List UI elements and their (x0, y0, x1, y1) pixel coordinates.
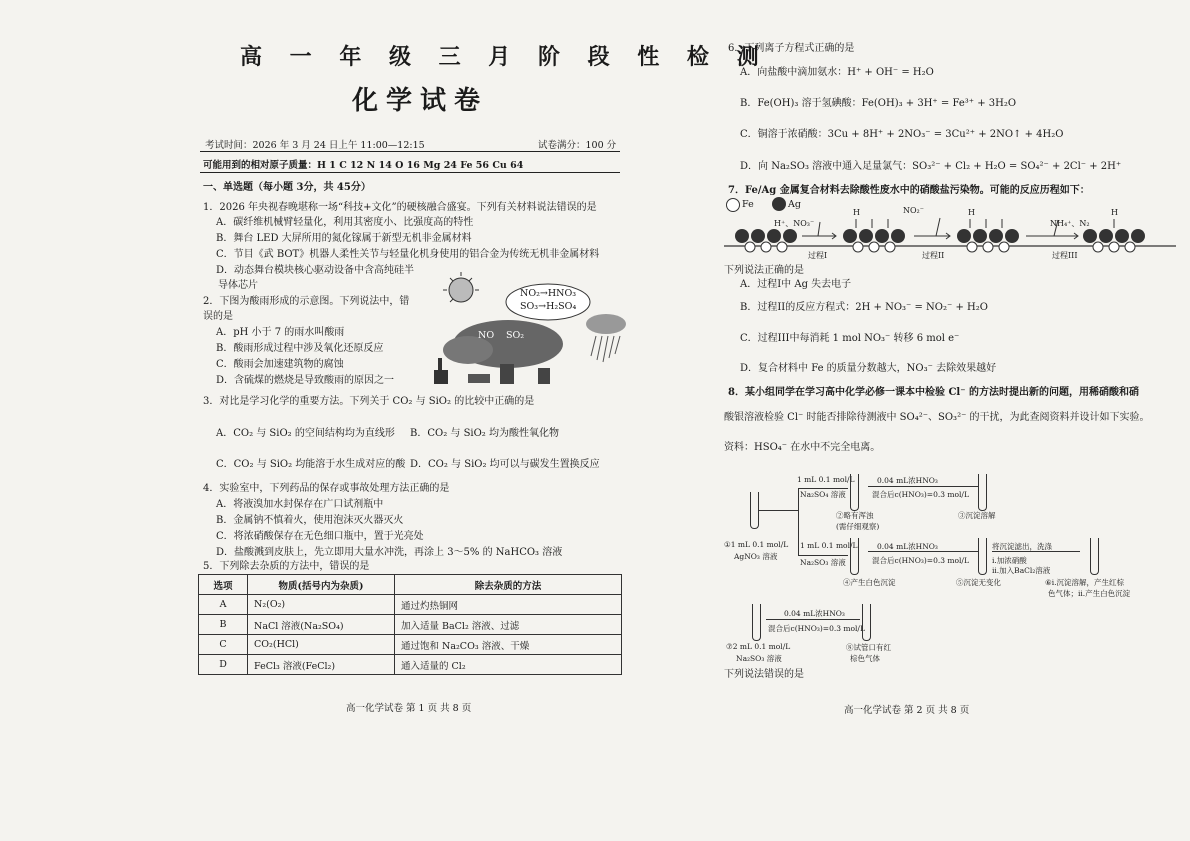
q1-option-d: D．动态舞台模块核心驱动设备中含高纯硅半 (216, 265, 415, 276)
exp-result-5: ⑤沉淀无变化 (956, 578, 1001, 587)
test-tube-icon (978, 538, 987, 575)
step-label-1: 过程I (808, 251, 828, 260)
table-row (199, 635, 622, 655)
q4-option-d: D．盐酸溅到皮肤上，先立即用大量水冲洗，再涂上 3～5% 的 NaHCO₃ 溶液 (216, 547, 563, 558)
question-5: 5．下列除去杂质的方法中，错误的是 (203, 561, 370, 572)
q4-option-b: B．金属钠不慎着火，使用泡沫灭火器灭火 (216, 515, 404, 526)
exp-mix-1: 混合后c(HNO₃)=0.3 mol/L (872, 490, 969, 499)
exp-result-3: ③沉淀溶解 (958, 511, 996, 520)
question-6: 6．下列离子方程式正确的是 (728, 43, 855, 54)
ag-legend-icon (772, 197, 786, 211)
truck-icon (468, 374, 490, 383)
exp-agno3: ①1 mL 0.1 mol/L (724, 540, 789, 549)
exp-result-8: ⑧试管口有红 (846, 643, 891, 652)
exam-subtitle: 化学试卷 (352, 86, 489, 116)
section-title: 一、单选题（每小题 3分，共 45分） (203, 182, 371, 193)
fig-label-no: NO (478, 330, 495, 341)
exp-result-8b: 棕色气体 (850, 654, 880, 663)
q6-option-a: A．向盐酸中滴加氨水：H⁺ + OH⁻ = H₂O (740, 67, 934, 78)
q6-option-d: D．向 Na₂SO₃ 溶液中通入足量氯气：SO₃²⁻ + Cl₂ + H₂O = SO₄²⁻ + 2Cl⁻ + 2H⁺ (740, 161, 1122, 172)
test-tube-icon (862, 604, 871, 641)
exp-reagent-2b: Na₂SO₃ 溶液 (800, 558, 846, 567)
table-cell: 通过饱和 Na₂CO₃ 溶液、干燥 (395, 635, 622, 655)
question-8: 8．某小组同学在学习高中化学必修一课本中检验 Cl⁻ 的方法时提出新的问题，用稀硝酸和硝 (728, 387, 1139, 398)
table-header-cell: 除去杂质的方法 (395, 575, 622, 595)
label-h: H (968, 208, 975, 217)
q7-option-d: D．复合材料中 Fe 的质量分数越大，NO₃⁻ 去除效果越好 (740, 363, 997, 374)
q8-info: 资料：HSO₄⁻ 在水中不完全电离。 (724, 442, 881, 453)
exp-wash: 将沉淀滤出，洗涤 (992, 542, 1052, 551)
building-icon (500, 364, 514, 384)
header-divider (200, 151, 620, 152)
exp-result-6: ⑥i.沉淀溶解，产生红棕 (1045, 578, 1125, 587)
exp-wash-ii: ii.加入BaCl₂溶液 (992, 566, 1051, 575)
test-tube-icon (978, 474, 987, 511)
q4-option-a: A．将液溴加水封保存在广口试剂瓶中 (216, 499, 384, 510)
q3-option-d: D．CO₂ 与 SiO₂ 均可以与碳发生置换反应 (410, 459, 600, 470)
q5-table (198, 574, 622, 675)
table-cell: A (199, 595, 248, 615)
fe-legend-icon (726, 198, 740, 212)
page-footer-1: 高一化学试卷 第 1 页 共 8 页 (346, 703, 472, 714)
exp-hno3-2: 0.04 mL浓HNO₃ (877, 542, 938, 551)
step-label-2: 过程II (922, 251, 945, 260)
factory-icon (434, 370, 448, 384)
label-h-no3: H⁺、NO₃⁻ (774, 219, 815, 228)
exp-reagent-2: 1 mL 0.1 mol/L (800, 541, 858, 550)
table-row (199, 615, 622, 635)
exp-result-2: ②略有浑浊 (836, 511, 874, 520)
exp-result-7: ⑦2 mL 0.1 mol/L (726, 642, 791, 651)
exp-reagent-1b: Na₂SO₄ 溶液 (800, 490, 846, 499)
table-cell: 通入适量的 Cl₂ (395, 655, 622, 675)
q3-option-a: A．CO₂ 与 SiO₂ 的空间结构均为直线形 (216, 428, 395, 439)
question-7: 7．Fe/Ag 金属复合材料去除酸性废水中的硝酸盐污染物。可能的反应历程如下： (728, 185, 1090, 196)
question-1: 1．2026 年央视春晚堪称一场“科技+文化”的硬核融合盛宴。下列有关材料说法错误的是 (203, 202, 597, 213)
table-cell: NaCl 溶液(Na₂SO₄) (248, 615, 395, 635)
table-cell: 加入适量 BaCl₂ 溶液、过滤 (395, 615, 622, 635)
table-cell: B (199, 615, 248, 635)
fig-label-no2: NO₂→HNO₃ (520, 288, 577, 299)
page-footer-2: 高一化学试卷 第 2 页 共 8 页 (844, 705, 970, 716)
question-8-cont: 酸银溶液检验 Cl⁻ 时能否排除待测液中 SO₄²⁻、SO₃²⁻ 的干扰，为此查阅资料并设计如下实验。 (724, 412, 1150, 423)
exp-mix-3: 混合后c(HNO₃)=0.3 mol/L (768, 624, 865, 633)
table-row (199, 655, 622, 675)
legend-ag-label: Ag (788, 199, 801, 210)
exp-hno3-1: 0.04 mL浓HNO₃ (877, 476, 938, 485)
table-header-cell: 选项 (199, 575, 248, 595)
test-tube-icon (1090, 538, 1099, 575)
q6-option-b: B．Fe(OH)₃ 溶于氢碘酸：Fe(OH)₃ + 3H⁺ = Fe³⁺ + 3H₂O (740, 98, 1017, 109)
q2-option-a: A．pH 小于 7 的雨水叫酸雨 (216, 327, 345, 338)
table-row (199, 595, 622, 615)
test-tube-icon (850, 538, 859, 575)
q7-option-c: C．过程III中每消耗 1 mol NO₃⁻ 转移 6 mol e⁻ (740, 333, 960, 344)
header-divider-2 (200, 172, 620, 173)
q1-option-b: B．舞台 LED 大屏所用的氮化镓属于新型无机非金属材料 (216, 233, 472, 244)
step-label-3: 过程III (1052, 251, 1078, 260)
exp-reagent-1: 1 mL 0.1 mol/L (797, 475, 855, 484)
table-cell: N₂(O₂) (248, 595, 395, 615)
exam-title: 高 一 年 级 三 月 阶 段 性 检 测 (240, 44, 769, 70)
exam-page-2 (600, 0, 1190, 841)
q2-option-c: C．酸雨会加速建筑物的腐蚀 (216, 359, 344, 370)
q2-option-b: B．酸雨形成过程中涉及氧化还原反应 (216, 343, 384, 354)
q4-option-c: C．将浓硝酸保存在无色细口瓶中，置于光亮处 (216, 531, 424, 542)
table-cell: C (199, 635, 248, 655)
question-2-cont: 误的是 (203, 311, 233, 322)
full-score: 试卷满分：100 分 (538, 140, 617, 151)
question-3: 3．对比是学习化学的重要方法。下列关于 CO₂ 与 SiO₂ 的比较中正确的是 (203, 396, 535, 407)
q3-option-c: C．CO₂ 与 SiO₂ 均能溶于水生成对应的酸 (216, 459, 406, 470)
label-nh4: NH₄⁺、N₂ (1050, 219, 1090, 228)
exp-agno3b: AgNO₃ 溶液 (734, 552, 778, 561)
fig-label-so2: SO₂ (506, 330, 525, 341)
q8-sub: 下列说法错误的是 (724, 669, 804, 680)
exp-hno3-3: 0.04 mL浓HNO₃ (784, 609, 845, 618)
exp-wash-i: i.加浓硝酸 (992, 556, 1027, 565)
exam-time: 考试时间：2026 年 3 月 24 日上午 11:00—12:15 (205, 140, 425, 151)
atomic-masses: 可能用到的相对原子质量：H 1 C 12 N 14 O 16 Mg 24 Fe 56 Cu 64 (203, 160, 524, 171)
exp-result-2b: (需仔细观察) (836, 522, 880, 531)
exp-result-6b: 色气体；ii.产生白色沉淀 (1048, 589, 1131, 598)
sun-icon (449, 278, 473, 302)
q7-sub: 下列说法正确的是 (724, 265, 804, 276)
question-2: 2．下图为酸雨形成的示意图。下列说法中，错 (203, 296, 410, 307)
exp-mix-2: 混合后c(HNO₃)=0.3 mol/L (872, 556, 969, 565)
label-h: H (853, 208, 860, 217)
q7-option-a: A．过程I中 Ag 失去电子 (740, 279, 852, 290)
table-header-cell: 物质(括号内为杂质) (248, 575, 395, 595)
label-h: H (1111, 208, 1118, 217)
fig-label-so3: SO₃→H₂SO₄ (520, 301, 577, 312)
q2-option-d: D．含硫煤的燃烧是导致酸雨的原因之一 (216, 375, 395, 386)
q1-option-a: A．碳纤维机械臂轻量化，利用其密度小、比强度高的特性 (216, 217, 474, 228)
question-4: 4．实验室中，下列药品的保存或事故处理方法正确的是 (203, 483, 450, 494)
label-no2: NO₂⁻ (903, 206, 924, 215)
q1-option-c: C．节目《武 BOT》机器人柔性关节与轻量化机身使用的铝合金为传统无机非金属材料 (216, 249, 600, 260)
table-cell: D (199, 655, 248, 675)
q6-option-c: C．铜溶于浓硝酸：3Cu + 8H⁺ + 2NO₃⁻ = 3Cu²⁺ + 2NO↑ + 4H₂O (740, 129, 1064, 140)
q1-option-d-cont: 导体芯片 (218, 280, 258, 291)
table-header-row (199, 575, 622, 595)
exp-result-7b: Na₂SO₃ 溶液 (736, 654, 782, 663)
legend-fe-label: Fe (742, 199, 754, 210)
q3-option-b: B．CO₂ 与 SiO₂ 均为酸性氧化物 (410, 428, 559, 439)
table-cell: FeCl₃ 溶液(FeCl₂) (248, 655, 395, 675)
q7-option-b: B．过程II的反应方程式：2H + NO₃⁻ = NO₂⁻ + H₂O (740, 302, 988, 313)
exp-result-4: ④产生白色沉淀 (843, 578, 896, 587)
table-cell: 通过灼热铜网 (395, 595, 622, 615)
table-cell: CO₂(HCl) (248, 635, 395, 655)
test-tube-icon (850, 474, 859, 511)
test-tube-icon (752, 604, 761, 641)
